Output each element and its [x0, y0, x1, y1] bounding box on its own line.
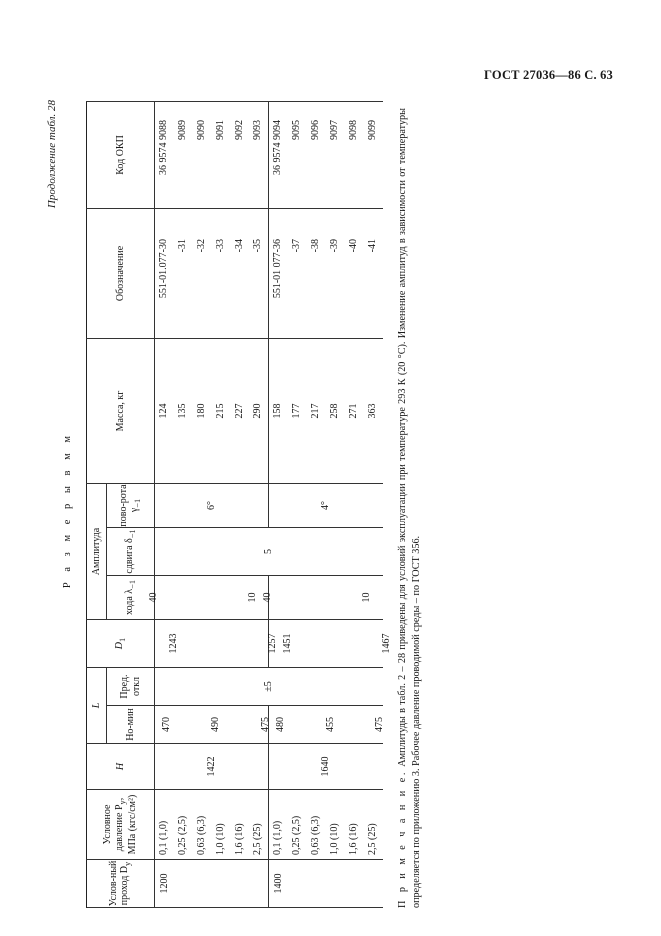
- footnote-text: Амплитуды в табл. 2 – 28 приведены для условий эксплуатации при температуре 293 К (20 °С). Изменение амплитуд в зависимости от температуры определяется по приложению 3. Рабочее давление проводимой среды – по ГОСТ 356.: [397, 108, 422, 908]
- page-header: ГОСТ 27036—86 С. 63: [484, 68, 613, 82]
- mass-list: 124 135 180 215 227 290: [155, 338, 269, 483]
- pressure-list: 0,1 (1,0) 0,25 (2,5) 0,63 (6,3) 1,0 (10) 1,6 (16) 2,5 (25): [155, 790, 269, 860]
- col-header-pressure: Условное давление $P_у$, МПа (кгс/см²): [87, 790, 155, 860]
- dimensions-table: [86, 101, 393, 908]
- col-header-dn: Услов-ный проход $D_у$: [87, 860, 155, 908]
- l-nominal-list: 470 490 475: [155, 706, 269, 744]
- rotation-value: 6°: [155, 483, 269, 527]
- designation-list: 551-01 077-36 -37 -38 -39 -40 -41: [269, 208, 383, 338]
- rotated-table-page: [40, 100, 600, 920]
- table-footnote: [396, 108, 424, 908]
- continuation-note: Продолжение табл. 28: [46, 100, 58, 209]
- d1-list: 1451 1467: [269, 620, 383, 668]
- col-header-designation: Обозначение: [87, 208, 155, 338]
- l-nominal-list: 480 455 475: [269, 706, 383, 744]
- okp-list: 36 9574 9088 9089 9090 9091 9092 9093: [155, 101, 269, 208]
- col-header-amplitude: Амплитуда: [87, 483, 107, 619]
- okp-list: 36 9574 9094 9095 9096 9097 9098 9099: [269, 101, 383, 208]
- group-dn: 1400: [269, 860, 383, 908]
- group-h: 1640: [269, 744, 383, 790]
- table-title: Р а з м е р ы в м м: [62, 431, 73, 589]
- col-header-h: H: [87, 744, 155, 790]
- col-header-l-nom: Но-мин: [107, 706, 155, 744]
- l-tolerance: ±5: [155, 668, 383, 706]
- group-dn: 1200: [155, 860, 269, 908]
- designation-list: 551-01.077-30 -31 -32 -33 -34 -35: [155, 208, 269, 338]
- col-header-amp-axial: хода $\lambda_{-1}$: [107, 576, 155, 620]
- rotation-value: 4°: [269, 483, 383, 527]
- col-header-amp-rot: пово-рота $\gamma_{-1}$: [107, 483, 155, 527]
- mass-list: 158 177 217 258 271 363: [269, 338, 383, 483]
- pressure-list: 0,1 (1,0) 0,25 (2,5) 0,63 (6,3) 1,0 (10) 1,6 (16) 2,5 (25): [269, 790, 383, 860]
- group-h: 1422: [155, 744, 269, 790]
- shift-value: 5: [155, 528, 383, 576]
- col-header-okp: Код ОКП: [87, 101, 155, 208]
- col-header-l-tol: Пред. откл: [107, 668, 155, 706]
- col-header-d1: $D_1$: [87, 620, 155, 668]
- d1-list: 1243 1257: [155, 620, 269, 668]
- col-header-amp-shift: сдвига $\delta_{-1}$: [107, 528, 155, 576]
- axial-list: 40 10: [269, 576, 383, 620]
- footnote-label: П р и м е ч а н и е.: [397, 770, 408, 908]
- col-header-mass: Масса, кг: [87, 338, 155, 483]
- axial-list: 40 10: [155, 576, 269, 620]
- col-header-l: L: [87, 668, 107, 744]
